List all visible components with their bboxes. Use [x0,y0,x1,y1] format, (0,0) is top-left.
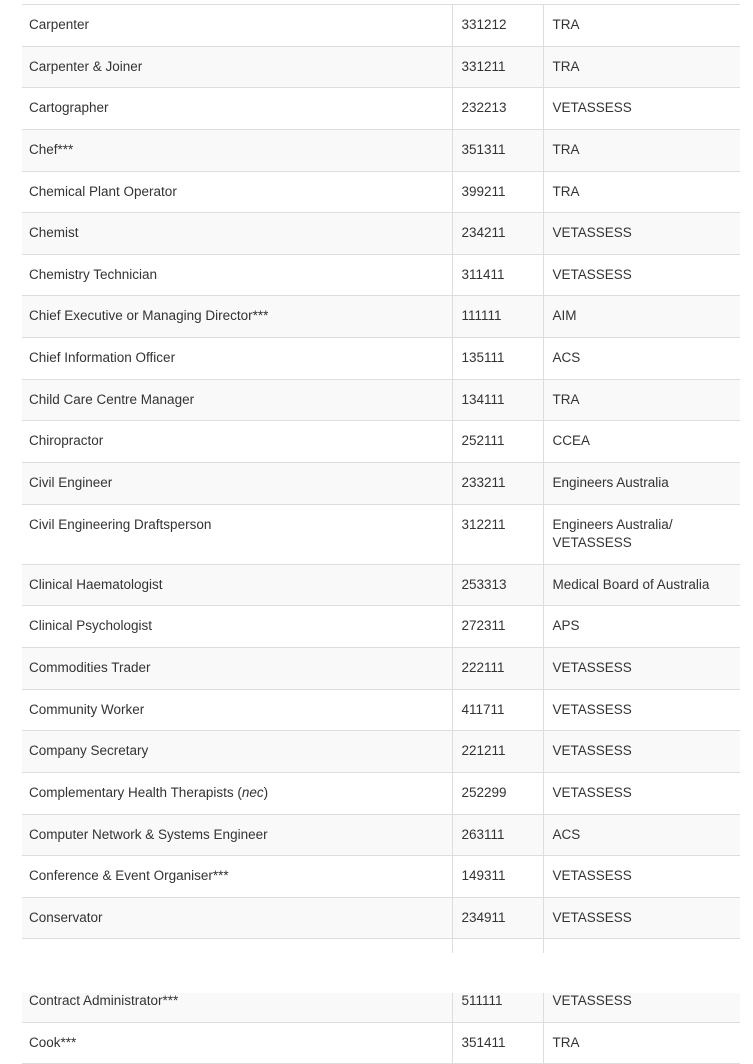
table-row [22,379,740,421]
cell-anzsco-code: 331212 [452,5,543,47]
cell-occupation: Carpenter [22,5,452,47]
cell-anzsco-code: 311411 [452,254,543,296]
cell-occupation: Company Secretary [22,731,452,773]
table-row [22,772,740,814]
cell-occupation: Child Care Centre Manager [22,379,452,421]
cell-assessing-authority: TRA [543,129,740,171]
cell-assessing-authority: VETASSESS [543,648,740,690]
cell-occupation: Community Worker [22,689,452,731]
cell-anzsco-code: 263111 [452,814,543,856]
cell-occupation: Commodities Trader [22,648,452,690]
cell-occupation: Computer Network & Systems Engineer [22,814,452,856]
cell-anzsco-code: 252111 [452,421,543,463]
table-row [22,88,740,130]
cell-assessing-authority: VETASSESS [543,856,740,898]
cell-anzsco-code: 351411 [452,1022,543,1064]
cell-assessing-authority: TRA [543,171,740,213]
cell-assessing-authority: VETASSESS [543,731,740,773]
table-row [22,421,740,463]
cell-assessing-authority: VETASSESS [543,897,740,939]
cell-assessing-authority: TRA [543,1022,740,1064]
cell-anzsco-code: 234211 [452,213,543,255]
cell-anzsco-code: 135111 [452,338,543,380]
cell-occupation: Complementary Health Therapists (nec) [22,772,452,814]
table-row [22,254,740,296]
cell-assessing-authority: TRA [543,5,740,47]
cell-anzsco-code: 134111 [452,379,543,421]
table-row [22,171,740,213]
occupation-table-body [22,5,740,1064]
cell-assessing-authority: VETASSESS [543,772,740,814]
cell-occupation: Civil Engineering Draftsperson [22,504,452,564]
cell-anzsco-code: 233211 [452,462,543,504]
table-row [22,897,740,939]
cell-occupation: Chief Information Officer [22,338,452,380]
cell-occupation: Clinical Psychologist [22,606,452,648]
cell-anzsco-code: 312211 [452,504,543,564]
cell-occupation: Cook*** [22,1022,452,1064]
cell-anzsco-code: 253313 [452,564,543,606]
cell-anzsco-code: 272311 [452,606,543,648]
cell-occupation: Civil Engineer [22,462,452,504]
cell-anzsco-code: 411711 [452,689,543,731]
cell-anzsco-code: 234911 [452,897,543,939]
occupation-table [22,4,740,1064]
cell-assessing-authority: Engineers Australia [543,462,740,504]
cell-assessing-authority: VETASSESS [543,981,740,1023]
cell-anzsco-code: 252299 [452,772,543,814]
table-row [22,564,740,606]
cell-assessing-authority: APS [543,606,740,648]
cell-anzsco-code: 232213 [452,88,543,130]
table-row [22,213,740,255]
cell-assessing-authority: VETASSESS [543,213,740,255]
table-row [22,129,740,171]
table-row [22,648,740,690]
cell-occupation: Cartographer [22,88,452,130]
cell-anzsco-code: 221211 [452,731,543,773]
table-row [22,504,740,564]
cell-occupation: Chiropractor [22,421,452,463]
table-row [22,5,740,47]
cell-occupation: Chemist [22,213,452,255]
cell-occupation: Chemistry Technician [22,254,452,296]
cell-assessing-authority: VETASSESS [543,88,740,130]
viewport-clip-guard [0,953,753,993]
cell-assessing-authority: ACS [543,814,740,856]
table-row [22,338,740,380]
cell-assessing-authority: CCEA [543,421,740,463]
cell-assessing-authority: VETASSESS [543,254,740,296]
nec-marker: nec [241,784,264,800]
cell-assessing-authority: Engineers Australia/ VETASSESS [543,504,740,564]
cell-anzsco-code: 331211 [452,46,543,88]
cell-anzsco-code: 222111 [452,648,543,690]
table-row [22,689,740,731]
table-row [22,606,740,648]
cell-occupation: Chemical Plant Operator [22,171,452,213]
table-row [22,296,740,338]
cell-occupation: Conference & Event Organiser*** [22,856,452,898]
table-row [22,731,740,773]
cell-anzsco-code: 149311 [452,856,543,898]
cell-assessing-authority: ACS [543,338,740,380]
cell-assessing-authority: VETASSESS [543,689,740,731]
cell-occupation: Conservator [22,897,452,939]
cell-anzsco-code: 511111 [452,981,543,1023]
cell-assessing-authority: AIM [543,296,740,338]
cell-occupation: Clinical Haematologist [22,564,452,606]
cell-anzsco-code: 399211 [452,171,543,213]
table-row [22,462,740,504]
cell-occupation: Chef*** [22,129,452,171]
table-row [22,1022,740,1064]
cell-occupation: Contract Administrator*** [22,981,452,1023]
cell-anzsco-code: 111111 [452,296,543,338]
occupation-table-container [22,4,740,1064]
cell-assessing-authority: TRA [543,46,740,88]
cell-occupation: Carpenter & Joiner [22,46,452,88]
table-row [22,814,740,856]
cell-occupation: Chief Executive or Managing Director*** [22,296,452,338]
table-row [22,46,740,88]
cell-anzsco-code: 351311 [452,129,543,171]
table-row [22,856,740,898]
cell-assessing-authority: TRA [543,379,740,421]
cell-assessing-authority: Medical Board of Australia [543,564,740,606]
